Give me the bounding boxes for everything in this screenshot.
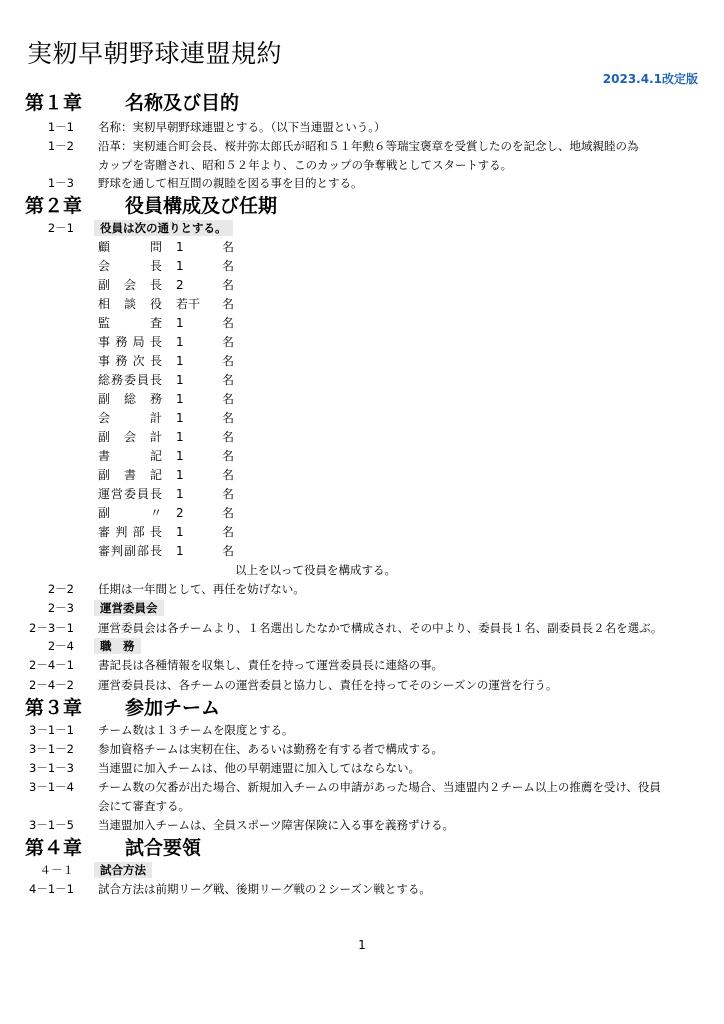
officer-unit: 名 bbox=[222, 544, 235, 558]
officer-unit: 名 bbox=[222, 468, 235, 482]
officer-title: 副書記 bbox=[98, 468, 162, 482]
clause-text: 沿革：実籾連合町会長、桜井弥太郎氏が昭和５１年勲６等瑞宝褒章を受賞したのを記念し、地域親睦の為 bbox=[98, 139, 639, 153]
officer-title: 書記 bbox=[98, 449, 162, 463]
officer-count: 2 bbox=[176, 506, 184, 520]
clause-text: 当連盟に加入チームは、他の早朝連盟に加入してはならない。 bbox=[98, 761, 420, 775]
officer-count: 2 bbox=[176, 278, 184, 292]
officer-title: 副〃 bbox=[98, 506, 162, 520]
chapter-3-heading bbox=[25, 693, 220, 720]
officer-count: 1 bbox=[176, 373, 184, 387]
chapter-3-title: 参加チーム bbox=[125, 697, 221, 719]
chapter-4-heading bbox=[25, 833, 201, 860]
officer-count: 1 bbox=[176, 544, 184, 558]
clause-number: 2－3 bbox=[47, 601, 74, 615]
clause-number: 3－1－5 bbox=[29, 818, 74, 832]
clause-number: 3－1－4 bbox=[29, 780, 74, 794]
officer-unit: 名 bbox=[222, 411, 235, 425]
officer-count: 1 bbox=[176, 449, 184, 463]
officer-count: 1 bbox=[176, 335, 184, 349]
officer-unit: 名 bbox=[222, 354, 235, 368]
clause-number: 3－1－2 bbox=[29, 742, 74, 756]
officer-count: 1 bbox=[176, 487, 184, 501]
clause-number: 4－1－1 bbox=[29, 882, 74, 896]
officer-unit: 名 bbox=[222, 297, 235, 311]
clause-number: 1－1 bbox=[47, 120, 74, 134]
clause-number: 2－2 bbox=[47, 582, 74, 596]
officer-unit: 名 bbox=[222, 278, 235, 292]
chapter-3-number: 第３章 bbox=[25, 697, 83, 719]
officers-closing: 以上を以って役員を構成する。 bbox=[235, 563, 396, 577]
section-label: 運営委員会 bbox=[94, 600, 164, 616]
clause-text: チーム数は１３チームを限度とする。 bbox=[98, 723, 294, 737]
clause-number: 3－1－3 bbox=[29, 761, 74, 775]
officer-title: 事務局長 bbox=[98, 335, 162, 349]
officer-title: 会長 bbox=[98, 259, 162, 273]
chapter-2-title: 役員構成及び任期 bbox=[125, 195, 278, 217]
clause-number: 3－1－1 bbox=[29, 723, 74, 737]
officer-unit: 名 bbox=[222, 335, 235, 349]
officer-count: 1 bbox=[176, 259, 184, 273]
clause-number: 2－4 bbox=[47, 639, 74, 653]
clause-text: 会にて審査する。 bbox=[98, 799, 190, 813]
officer-unit: 名 bbox=[222, 487, 235, 501]
officer-title: 運営委員長 bbox=[98, 487, 162, 501]
chapter-4-number: 第４章 bbox=[25, 837, 83, 859]
officer-title: 審判部長 bbox=[98, 525, 162, 539]
officer-title: 審判副部長 bbox=[98, 544, 162, 558]
officer-title: 相談役 bbox=[98, 297, 162, 311]
clause-number: 1－2 bbox=[47, 139, 74, 153]
officer-unit: 名 bbox=[222, 392, 235, 406]
clause-number: ４－１ bbox=[39, 863, 74, 877]
officer-title: 事務次長 bbox=[98, 354, 162, 368]
clause-text: 名称：実籾早朝野球連盟とする。（以下当連盟という。） bbox=[98, 120, 386, 134]
section-label: 職 務 bbox=[94, 638, 141, 654]
clause-text: 運営委員会は各チームより、１名選出したなかで構成され、その中より、委員長１名、副委員長２名を選ぶ。 bbox=[98, 621, 663, 635]
revision-label: 2023.4.1改定版 bbox=[602, 72, 698, 86]
chapter-1-number: 第１章 bbox=[25, 92, 83, 114]
officer-unit: 名 bbox=[222, 240, 235, 254]
clause-text: 当連盟加入チームは、全員スポーツ障害保険に入る事を義務ずける。 bbox=[98, 818, 455, 832]
clause-number: 2－1 bbox=[47, 221, 74, 235]
clause-text: チーム数の欠番が出た場合、新規加入チームの申請があった場合、当連盟内２チーム以上の推薦を受け、役員 bbox=[98, 780, 661, 794]
clause-text: 任期は一年間として、再任を妨げない。 bbox=[98, 582, 305, 596]
clause-number: 2－4－1 bbox=[29, 658, 74, 672]
officer-title: 会計 bbox=[98, 411, 162, 425]
chapter-1-title: 名称及び目的 bbox=[125, 92, 240, 114]
chapter-2-heading bbox=[25, 191, 277, 218]
clause-text: 野球を通して相互間の親睦を図る事を目的とする。 bbox=[98, 176, 363, 190]
clause-text: 参加資格チームは実籾在住、あるいは勤務を有する者で構成する。 bbox=[98, 742, 443, 756]
officer-count: 1 bbox=[176, 430, 184, 444]
clause-text: 運営委員長は、各チームの運営委員と協力し、責任を持ってそのシーズンの運営を行う。 bbox=[98, 678, 558, 692]
officer-count: 1 bbox=[176, 316, 184, 330]
page-number: 1 bbox=[358, 938, 366, 952]
officer-unit: 名 bbox=[222, 430, 235, 444]
clause-text: 書記長は各種情報を収集し、責任を持って運営委員長に連絡の事。 bbox=[98, 658, 443, 672]
officer-count: 1 bbox=[176, 240, 184, 254]
officer-count: 1 bbox=[176, 411, 184, 425]
chapter-2-number: 第２章 bbox=[25, 195, 83, 217]
clause-number: 2－4－2 bbox=[29, 678, 74, 692]
document-title: 実籾早朝野球連盟規約 bbox=[27, 39, 283, 68]
officer-count: 1 bbox=[176, 468, 184, 482]
clause-number: 1－3 bbox=[47, 176, 74, 190]
officer-count: 1 bbox=[176, 392, 184, 406]
officer-count: 1 bbox=[176, 354, 184, 368]
officers-heading: 役員は次の通りとする。 bbox=[94, 220, 233, 236]
section-label: 試合方法 bbox=[94, 862, 152, 878]
officer-unit: 名 bbox=[222, 316, 235, 330]
chapter-4-title: 試合要領 bbox=[125, 837, 202, 859]
clause-number: 2－3－1 bbox=[29, 621, 74, 635]
officer-title: 顧問 bbox=[98, 240, 162, 254]
officer-unit: 名 bbox=[222, 373, 235, 387]
officer-title: 副会長 bbox=[98, 278, 162, 292]
officer-title: 総務委員長 bbox=[98, 373, 162, 387]
officer-title: 副会計 bbox=[98, 430, 162, 444]
chapter-1-heading bbox=[25, 88, 239, 115]
officer-unit: 名 bbox=[222, 259, 235, 273]
officer-unit: 名 bbox=[222, 525, 235, 539]
officer-title: 監査 bbox=[98, 316, 162, 330]
officer-title: 副総務 bbox=[98, 392, 162, 406]
clause-text: カップを寄贈され、昭和５２年より、このカップの争奪戦としてスタートする。 bbox=[98, 158, 513, 172]
officer-unit: 名 bbox=[222, 449, 235, 463]
officer-count: 1 bbox=[176, 525, 184, 539]
officer-count: 若干 bbox=[176, 297, 201, 311]
clause-text: 試合方法は前期リーグ戦、後期リーグ戦の２シーズン戦とする。 bbox=[98, 882, 431, 896]
officer-unit: 名 bbox=[222, 506, 235, 520]
